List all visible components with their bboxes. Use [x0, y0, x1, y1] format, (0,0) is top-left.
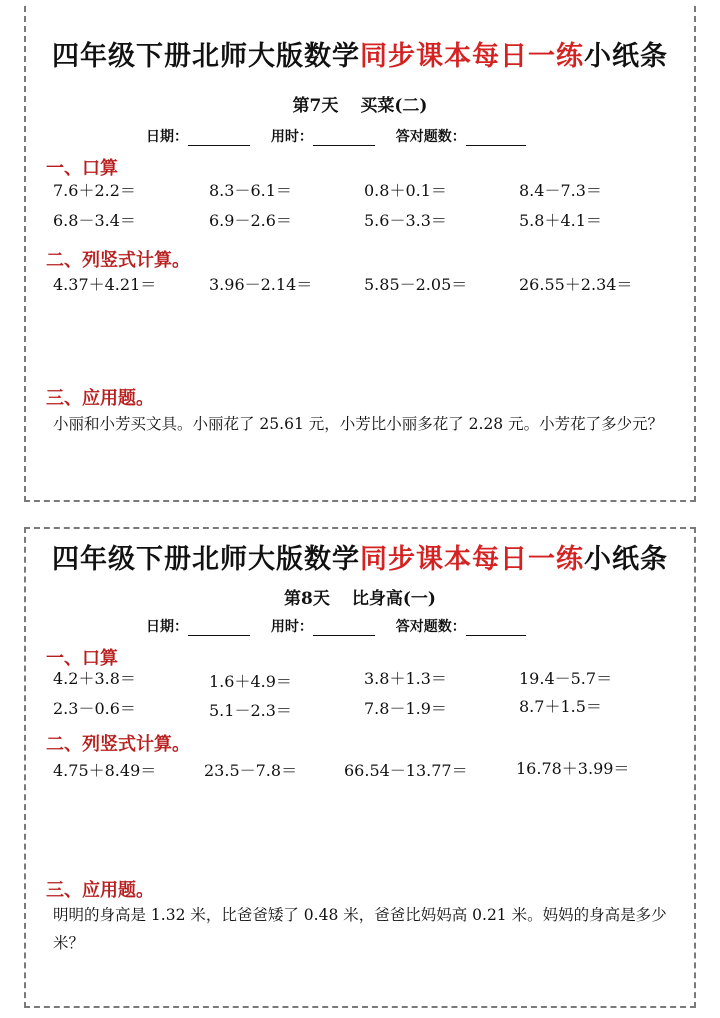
oral-problem: 2.3－0.6＝: [53, 699, 136, 718]
vertical-problem: 16.78＋3.99＝: [516, 759, 630, 778]
oral-problem: 8.4－7.3＝: [519, 181, 602, 200]
oral-problem: 5.8＋4.1＝: [519, 211, 602, 230]
vertical-problem: 3.96－2.14＝: [209, 275, 313, 294]
oral-problem: 6.9－2.6＝: [209, 211, 292, 230]
lesson-subtitle: [26, 91, 694, 116]
oral-problem: 0.8＋0.1＝: [364, 181, 447, 200]
section-vertical-heading: 二、列竖式计算。: [46, 250, 190, 271]
oral-problem: 4.2＋3.8＝: [53, 669, 136, 688]
oral-problem: 7.6＋2.2＝: [53, 181, 136, 200]
meta-row: [146, 126, 542, 146]
correct-count-field[interactable]: [466, 131, 526, 146]
time-field[interactable]: [313, 621, 375, 636]
time-label: 用时：: [270, 129, 313, 145]
title-black-part: 四年级下册北师大版数学: [52, 41, 360, 72]
title-black-part: 四年级下册北师大版数学: [52, 544, 360, 575]
section-vertical-heading: 二、列竖式计算。: [46, 734, 190, 755]
worksheet-day7: [24, 6, 696, 502]
time-field[interactable]: [313, 131, 375, 146]
oral-problem: 19.4－5.7＝: [519, 669, 613, 688]
vertical-problem: 66.54－13.77＝: [344, 761, 468, 780]
day-label: 第7天: [292, 96, 339, 116]
oral-problem: 8.7＋1.5＝: [519, 697, 602, 716]
worksheet-day8: [24, 527, 696, 1008]
date-field[interactable]: [188, 621, 250, 636]
correct-count-field[interactable]: [466, 621, 526, 636]
title-red-part: 同步课本每日一练: [360, 544, 584, 575]
topic-label: 比身高(一): [351, 589, 436, 609]
oral-problem: 6.8－3.4＝: [53, 211, 136, 230]
lesson-subtitle: [26, 584, 694, 609]
date-label: 日期：: [146, 619, 188, 635]
topic-label: 买菜(二): [360, 96, 428, 116]
worksheet-title: [26, 34, 694, 73]
time-label: 用时：: [270, 619, 313, 635]
date-label: 日期：: [146, 129, 188, 145]
date-field[interactable]: [188, 131, 250, 146]
section-word-heading: 三、应用题。: [46, 388, 154, 409]
oral-problem: 5.6－3.3＝: [364, 211, 447, 230]
word-problem: 明明的身高是 1.32 米，比爸爸矮了 0.48 米，爸爸比妈妈高 0.21 米。妈妈的身高是多少米？: [53, 906, 667, 952]
title-tail-part: 小纸条: [584, 544, 668, 575]
title-tail-part: 小纸条: [584, 41, 668, 72]
word-problem: 小丽和小芳买文具。小丽花了 25.61 元，小芳比小丽多花了 2.28 元。小芳花了多少元？: [53, 415, 664, 433]
title-red-part: 同步课本每日一练: [360, 41, 584, 72]
section-word-heading: 三、应用题。: [46, 880, 154, 901]
section-oral-heading: 一、口算: [46, 648, 118, 669]
vertical-problem: 4.75＋8.49＝: [53, 761, 157, 780]
vertical-problem: 5.85－2.05＝: [364, 275, 468, 294]
oral-problem: 7.8－1.9＝: [364, 699, 447, 718]
vertical-problem: 26.55＋2.34＝: [519, 275, 633, 294]
oral-problem: 5.1－2.3＝: [209, 701, 292, 720]
correct-count-label: 答对题数：: [395, 619, 466, 635]
oral-problem: 1.6＋4.9＝: [209, 672, 292, 691]
oral-problem: 8.3－6.1＝: [209, 181, 292, 200]
vertical-problem: 23.5－7.8＝: [204, 761, 298, 780]
day-label: 第8天: [284, 589, 330, 609]
worksheet-title: [26, 537, 694, 576]
oral-problem: 3.8＋1.3＝: [364, 669, 447, 688]
vertical-problem: 4.37＋4.21＝: [53, 275, 157, 294]
meta-row: [146, 616, 542, 636]
correct-count-label: 答对题数：: [395, 129, 466, 145]
section-oral-heading: 一、口算: [46, 158, 118, 179]
